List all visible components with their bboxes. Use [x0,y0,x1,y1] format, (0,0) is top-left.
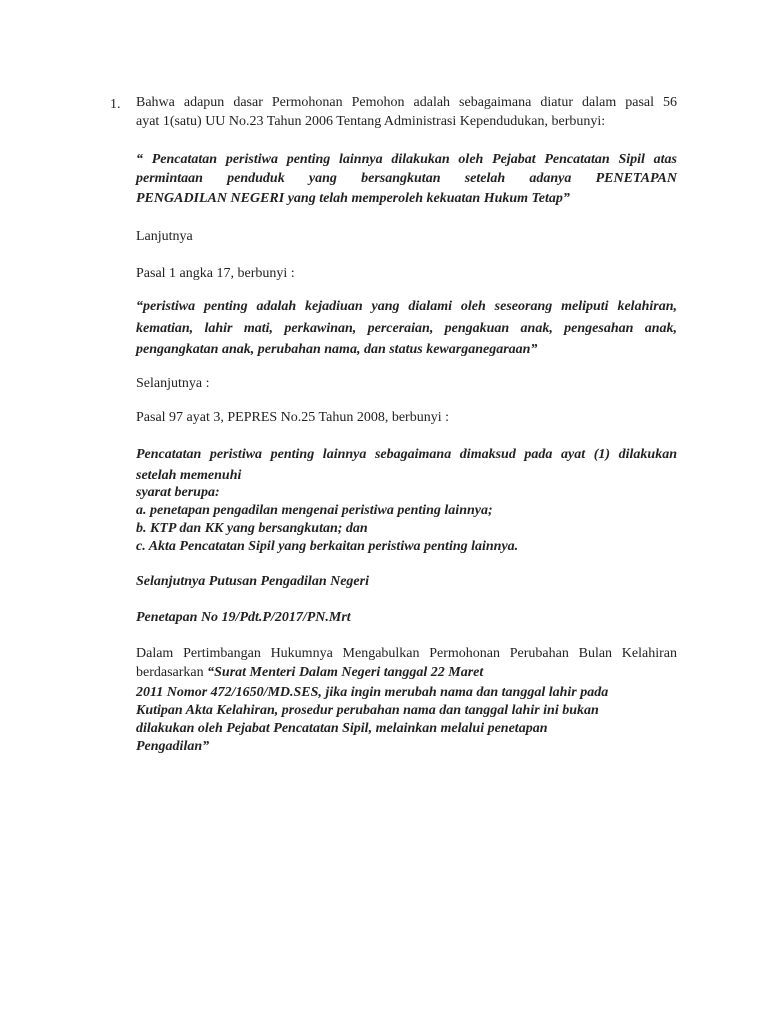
list-item: c. Akta Pencatatan Sipil yang berkaitan peristiwa penting lainnya. [136,539,519,554]
paragraph-pasal-97: Pasal 97 ayat 3, PEPRES No.25 Tahun 2008, berbunyi : [136,410,449,425]
final-quote-start: “Surat Menteri Dalam Negeri tanggal 22 Maret [207,665,484,680]
paragraph-pasal-1: Pasal 1 angka 17, berbunyi : [136,266,295,281]
quote-line: Pencatatan peristiwa penting lainnya sebagaimana dimaksud pada ayat (1) dilakukan [136,447,677,462]
quote-line: pengangkatan anak, perubahan nama, dan status kewarganegaraan” [136,342,538,357]
quote-line: permintaan penduduk yang bersangkutan setelah adanya PENETAPAN [136,171,677,186]
quote-line: PENGADILAN NEGERI yang telah memperoleh kekuatan Hukum Tetap” [136,191,570,206]
final-quote-line: 2011 Nomor 472/1650/MD.SES, jika ingin merubah nama dan tanggal lahir pada [136,685,609,700]
final-paragraph-line: Dalam Pertimbangan Hukumnya Mengabulkan Permohonan Perubahan Bulan Kelahiran [136,646,677,661]
quote-line: syarat berupa: [136,485,220,500]
final-quote-line: dilakukan oleh Pejabat Pencatatan Sipil, melainkan melalui penetapan [136,721,548,736]
list-number: 1. [110,97,121,112]
paragraph-selanjutnya: Selanjutnya : [136,376,210,391]
heading-penetapan: Penetapan No 19/Pdt.P/2017/PN.Mrt [136,610,351,625]
list-item: a. penetapan pengadilan mengenai peristiwa penting lainnya; [136,503,493,518]
list-item: b. KTP dan KK yang bersangkutan; dan [136,521,368,536]
heading-putusan: Selanjutnya Putusan Pengadilan Negeri [136,574,369,589]
quote-line: kematian, lahir mati, perkawinan, perceraian, pengakuan anak, pengesahan anak, [136,321,677,336]
paragraph-lanjutnya: Lanjutnya [136,229,193,244]
final-plain-text: berdasarkan [136,665,208,680]
intro-line: ayat 1(satu) UU No.23 Tahun 2006 Tentang Administrasi Kependudukan, berbunyi: [136,114,606,129]
final-quote-line: Kutipan Akta Kelahiran, prosedur perubahan nama dan tanggal lahir ini bukan [136,703,599,718]
quote-line: “ Pencatatan peristiwa penting lainnya dilakukan oleh Pejabat Pencatatan Sipil atas [136,152,677,167]
final-quote-line: Pengadilan” [136,739,210,754]
quote-line: “peristiwa penting adalah kejadiuan yang dialami oleh seseorang meliputi kelahiran, [136,299,677,314]
quote-line: setelah memenuhi [136,468,242,483]
final-paragraph-line [136,664,677,682]
intro-line: Bahwa adapun dasar Permohonan Pemohon adalah sebagaimana diatur dalam pasal 56 [136,95,677,110]
